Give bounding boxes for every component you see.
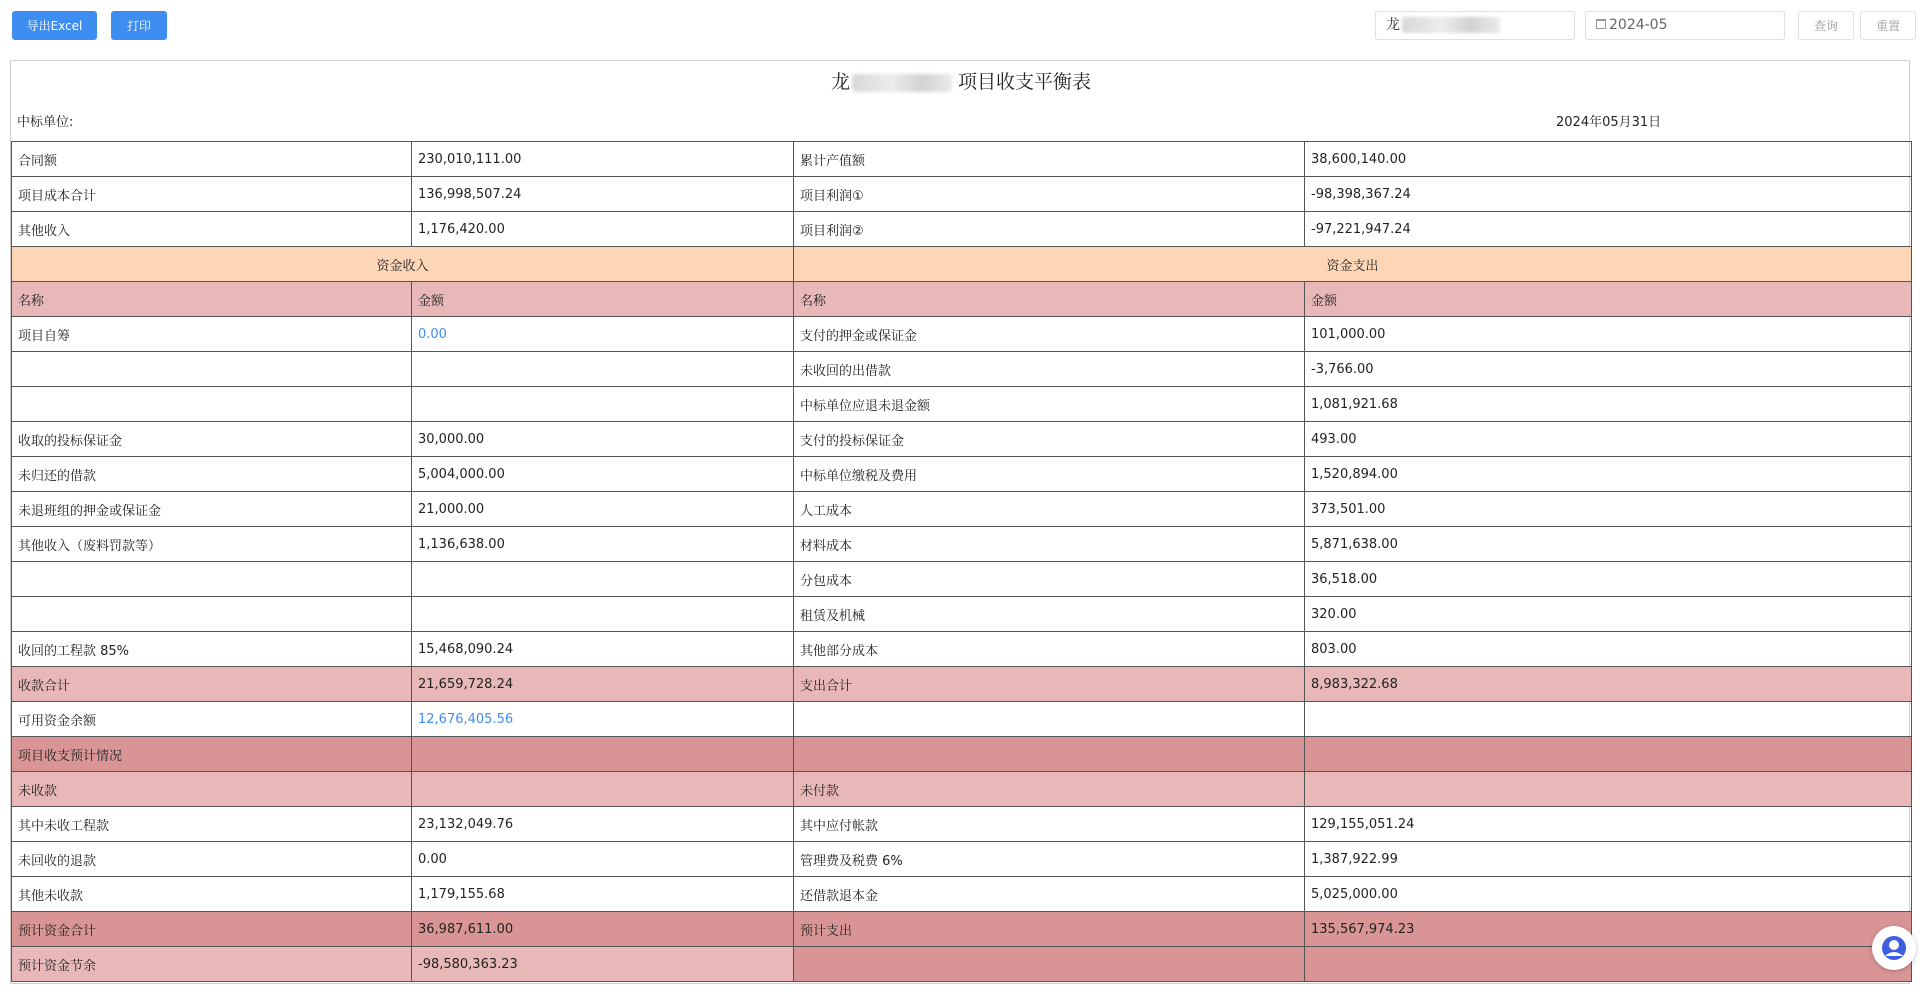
cell-label: 其他收入（废料罚款等） — [12, 527, 412, 562]
cell-label: 材料成本 — [794, 527, 1305, 562]
forecast-header-row — [12, 737, 1912, 772]
forecast-expense-value: 135,567,974.23 — [1305, 912, 1912, 947]
table-row — [12, 842, 1912, 877]
empty-cell — [412, 737, 794, 772]
cell-value: -98,398,367.24 — [1305, 177, 1912, 212]
forecast-surplus-row — [12, 947, 1912, 982]
cell-label: 收取的投标保证金 — [12, 422, 412, 457]
expense-total-value: 8,983,322.68 — [1305, 667, 1912, 702]
table-row — [12, 317, 1912, 352]
report-date: 2024年05月31日 — [1556, 115, 1662, 130]
cell-label: 累计产值额 — [794, 142, 1305, 177]
forecast-subheader-row — [12, 772, 1912, 807]
self-funding-link[interactable]: 0.00 — [412, 317, 794, 352]
cell-value: -97,221,947.24 — [1305, 212, 1912, 247]
cell-value: 373,501.00 — [1305, 492, 1912, 527]
cell-value: 15,468,090.24 — [412, 632, 794, 667]
forecast-surplus-label: 预计资金节余 — [12, 947, 412, 982]
table-row — [12, 807, 1912, 842]
column-header-name: 名称 — [12, 282, 412, 317]
forecast-header: 项目收支预计情况 — [12, 737, 412, 772]
table-row — [12, 562, 1912, 597]
cell-value: 23,132,049.76 — [412, 807, 794, 842]
title-suffix: 项目收支平衡表 — [958, 71, 1092, 93]
cell-value: 1,520,894.00 — [1305, 457, 1912, 492]
table-row — [12, 527, 1912, 562]
empty-cell — [1305, 772, 1912, 807]
cell-label: 项目成本合计 — [12, 177, 412, 212]
print-button[interactable]: 打印 — [111, 11, 167, 40]
cell-value: 803.00 — [1305, 632, 1912, 667]
cell-value: 230,010,111.00 — [412, 142, 794, 177]
cell-value: 0.00 — [412, 842, 794, 877]
empty-cell — [1305, 737, 1912, 772]
cell-value: 1,179,155.68 — [412, 877, 794, 912]
available-funds-link[interactable]: 12,676,405.56 — [412, 702, 794, 737]
unreceived-header: 未收款 — [12, 772, 412, 807]
cell-value: 1,081,921.68 — [1305, 387, 1912, 422]
totals-row — [12, 667, 1912, 702]
income-section-header: 资金收入 — [12, 247, 794, 282]
forecast-expense-label: 预计支出 — [794, 912, 1305, 947]
assistant-button[interactable] — [1872, 926, 1916, 970]
calendar-icon — [1596, 19, 1606, 29]
cell-value: 101,000.00 — [1305, 317, 1912, 352]
cell-label: 未收回的出借款 — [794, 352, 1305, 387]
cell-label: 未归还的借款 — [12, 457, 412, 492]
cell-value: 1,176,420.00 — [412, 212, 794, 247]
expense-total-label: 支出合计 — [794, 667, 1305, 702]
cell-label: 分包成本 — [794, 562, 1305, 597]
cell-value: 21,000.00 — [412, 492, 794, 527]
column-header-row — [12, 282, 1912, 317]
cell-label: 支付的押金或保证金 — [794, 317, 1305, 352]
cell-label — [12, 597, 412, 632]
expense-section-header: 资金支出 — [794, 247, 1912, 282]
assistant-icon — [1872, 926, 1916, 970]
cell-label: 支付的投标保证金 — [794, 422, 1305, 457]
unpaid-header: 未付款 — [794, 772, 1305, 807]
forecast-total-value: 36,987,611.00 — [412, 912, 794, 947]
cell-value: 320.00 — [1305, 597, 1912, 632]
cell-value — [412, 597, 794, 632]
cell-label: 其他部分成本 — [794, 632, 1305, 667]
column-header-amount: 金额 — [412, 282, 794, 317]
cell-value: 1,387,922.99 — [1305, 842, 1912, 877]
table-row — [12, 877, 1912, 912]
balance-table — [11, 141, 1912, 982]
forecast-surplus-value: -98,580,363.23 — [412, 947, 794, 982]
report-title — [11, 67, 1911, 97]
cell-value: 5,004,000.00 — [412, 457, 794, 492]
cell-label: 租赁及机械 — [794, 597, 1305, 632]
toolbar — [0, 0, 1920, 50]
project-value: 龙 — [1386, 17, 1400, 33]
cell-label: 未退班组的押金或保证金 — [12, 492, 412, 527]
cell-label: 其他收入 — [12, 212, 412, 247]
empty-cell — [794, 947, 1305, 982]
table-row — [12, 352, 1912, 387]
forecast-total-label: 预计资金合计 — [12, 912, 412, 947]
cell-label: 项目利润① — [794, 177, 1305, 212]
cell-value — [412, 352, 794, 387]
forecast-total-row — [12, 912, 1912, 947]
cell-value: -3,766.00 — [1305, 352, 1912, 387]
empty-cell — [1305, 947, 1912, 982]
reset-button[interactable]: 重置 — [1860, 11, 1916, 40]
cell-label — [12, 562, 412, 597]
query-button[interactable]: 查询 — [1798, 11, 1854, 40]
section-header-row — [12, 247, 1912, 282]
column-header-amount: 金额 — [1305, 282, 1912, 317]
cell-value: 30,000.00 — [412, 422, 794, 457]
cell-label: 其中未收工程款 — [12, 807, 412, 842]
table-row — [12, 142, 1912, 177]
winning-unit-label: 中标单位: — [17, 115, 74, 130]
cell-value: 136,998,507.24 — [412, 177, 794, 212]
cell-label — [12, 352, 412, 387]
cell-label: 项目自筹 — [12, 317, 412, 352]
redacted-title — [852, 74, 952, 92]
month-value: 2024-05 — [1609, 17, 1668, 33]
title-prefix: 龙 — [830, 71, 850, 93]
available-funds-label: 可用资金余额 — [12, 702, 412, 737]
empty-cell — [794, 702, 1305, 737]
cell-value: 38,600,140.00 — [1305, 142, 1912, 177]
cell-value: 493.00 — [1305, 422, 1912, 457]
empty-cell — [1305, 702, 1912, 737]
table-row — [12, 177, 1912, 212]
cell-label: 中标单位缴税及费用 — [794, 457, 1305, 492]
column-header-name: 名称 — [794, 282, 1305, 317]
empty-cell — [412, 772, 794, 807]
table-row — [12, 387, 1912, 422]
income-total-value: 21,659,728.24 — [412, 667, 794, 702]
table-row — [12, 422, 1912, 457]
cell-label: 未回收的退款 — [12, 842, 412, 877]
table-row — [12, 632, 1912, 667]
cell-label: 合同额 — [12, 142, 412, 177]
empty-cell — [794, 737, 1305, 772]
cell-label: 其他未收款 — [12, 877, 412, 912]
available-funds-row — [12, 702, 1912, 737]
cell-label: 人工成本 — [794, 492, 1305, 527]
cell-value: 5,025,000.00 — [1305, 877, 1912, 912]
table-row — [12, 597, 1912, 632]
cell-label — [12, 387, 412, 422]
cell-value: 5,871,638.00 — [1305, 527, 1912, 562]
cell-value: 1,136,638.00 — [412, 527, 794, 562]
report-sheet — [10, 60, 1910, 984]
cell-value — [412, 387, 794, 422]
cell-value: 36,518.00 — [1305, 562, 1912, 597]
table-row — [12, 457, 1912, 492]
table-row — [12, 492, 1912, 527]
cell-label: 管理费及税费 6% — [794, 842, 1305, 877]
project-select[interactable] — [1375, 11, 1575, 40]
redacted-project-name — [1402, 17, 1500, 33]
table-row — [12, 212, 1912, 247]
cell-label: 中标单位应退未退金额 — [794, 387, 1305, 422]
cell-label: 项目利润② — [794, 212, 1305, 247]
cell-value — [412, 562, 794, 597]
cell-value: 129,155,051.24 — [1305, 807, 1912, 842]
cell-label: 其中应付帐款 — [794, 807, 1305, 842]
cell-label: 还借款退本金 — [794, 877, 1305, 912]
cell-label: 收回的工程款 85% — [12, 632, 412, 667]
month-picker[interactable] — [1585, 11, 1785, 40]
income-total-label: 收款合计 — [12, 667, 412, 702]
export-excel-button[interactable]: 导出Excel — [12, 11, 97, 40]
